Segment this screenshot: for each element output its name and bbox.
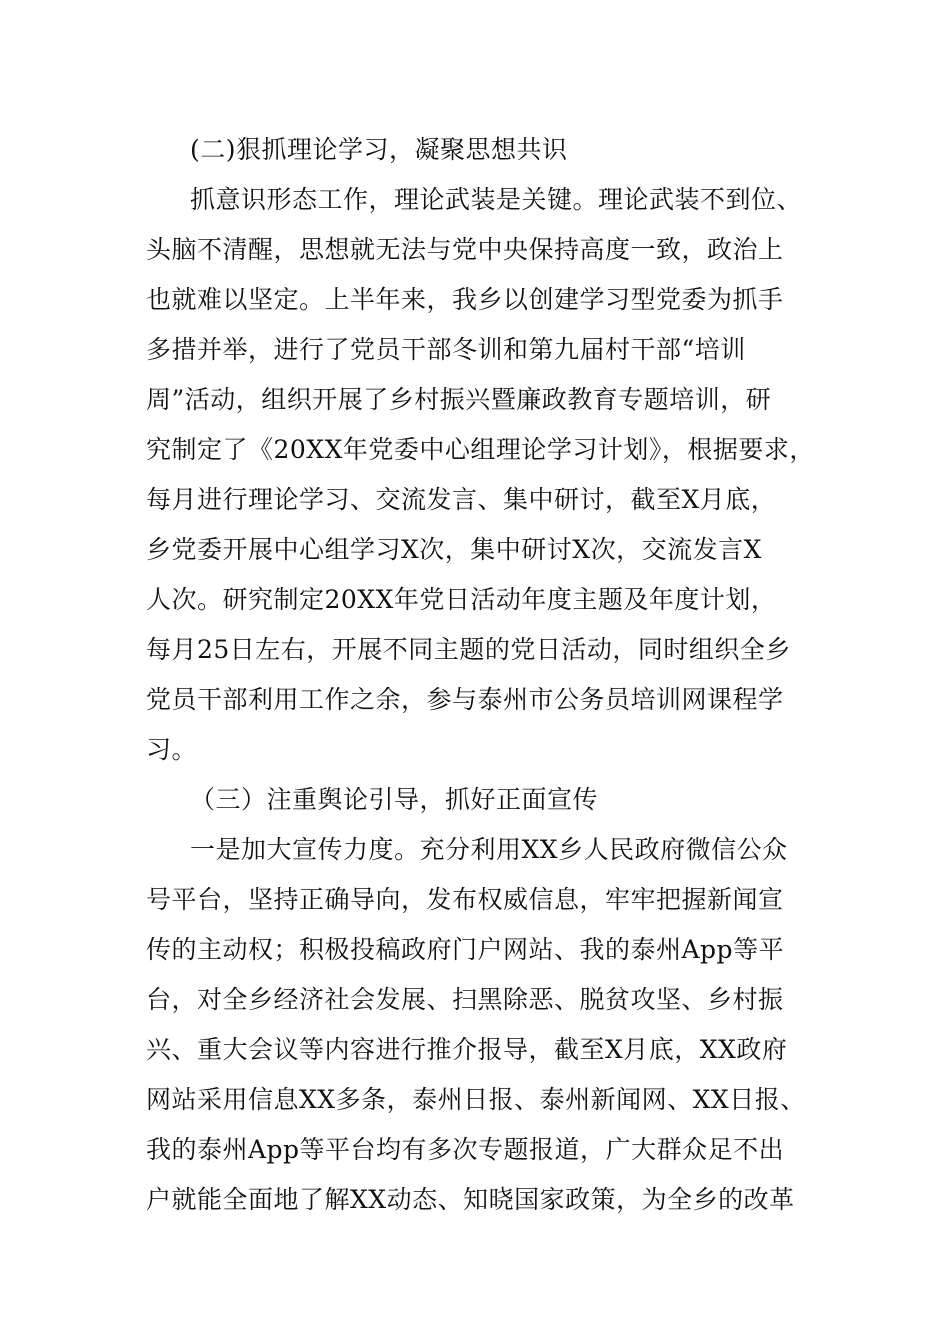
paragraph-line: 周”活动，组织开展了乡村振兴暨廉政教育专题培训，研 <box>146 385 772 414</box>
paragraph-line: 党员干部利用工作之余，参与泰州市公务员培训网课程学 <box>146 685 784 714</box>
section-heading-3: （三）注重舆论引导，抓好正面宣传 <box>190 785 599 814</box>
paragraph-line: 兴、重大会议等内容进行推介报导，截至X月底，XX政府 <box>146 1035 788 1064</box>
paragraph-line: 习。 <box>146 735 198 764</box>
paragraph-line: 台，对全乡经济社会发展、扫黑除恶、脱贫攻坚、乡村振 <box>146 985 784 1014</box>
paragraph-line: 网站采用信息XX多条，泰州日报、泰州新闻网、XX日报、 <box>146 1085 806 1114</box>
paragraph-line: 传的主动权；积极投稿政府门户网站、我的泰州App等平 <box>146 935 785 964</box>
paragraph-line: 抓意识形态工作，理论武装是关键。理论武装不到位、 <box>190 185 803 214</box>
paragraph-line: 每月25日左右，开展不同主题的党日活动，同时组织全乡 <box>146 635 791 664</box>
paragraph-line: 户就能全面地了解XX动态、知晓国家政策，为全乡的改革 <box>146 1185 795 1214</box>
paragraph-line: 乡党委开展中心组学习X次，集中研讨X次，交流发言X <box>146 535 762 564</box>
paragraph-line: 究制定了《20XX年党委中心组理论学习计划》，根据要求， <box>146 435 815 464</box>
paragraph-line: 人次。研究制定20XX年党日活动年度主题及年度计划， <box>146 585 777 614</box>
paragraph-line: 号平台，坚持正确导向，发布权威信息，牢牢把握新闻宣 <box>146 885 784 914</box>
paragraph-line: 一是加大宣传力度。充分利用XX乡人民政府微信公众 <box>190 835 788 864</box>
paragraph-line: 我的泰州App等平台均有多次专题报道，广大群众足不出 <box>146 1135 785 1164</box>
paragraph-line: 头脑不清醒，思想就无法与党中央保持高度一致，政治上 <box>146 235 784 264</box>
section-heading-2: (二)狠抓理论学习，凝聚思想共识 <box>190 135 568 164</box>
paragraph-line: 也就难以坚定。上半年来，我乡以创建学习型党委为抓手 <box>146 285 784 314</box>
paragraph-line: 多措并举，进行了党员干部冬训和第九届村干部“培训 <box>146 335 746 364</box>
paragraph-line: 每月进行理论学习、交流发言、集中研讨，截至X月底， <box>146 485 777 514</box>
